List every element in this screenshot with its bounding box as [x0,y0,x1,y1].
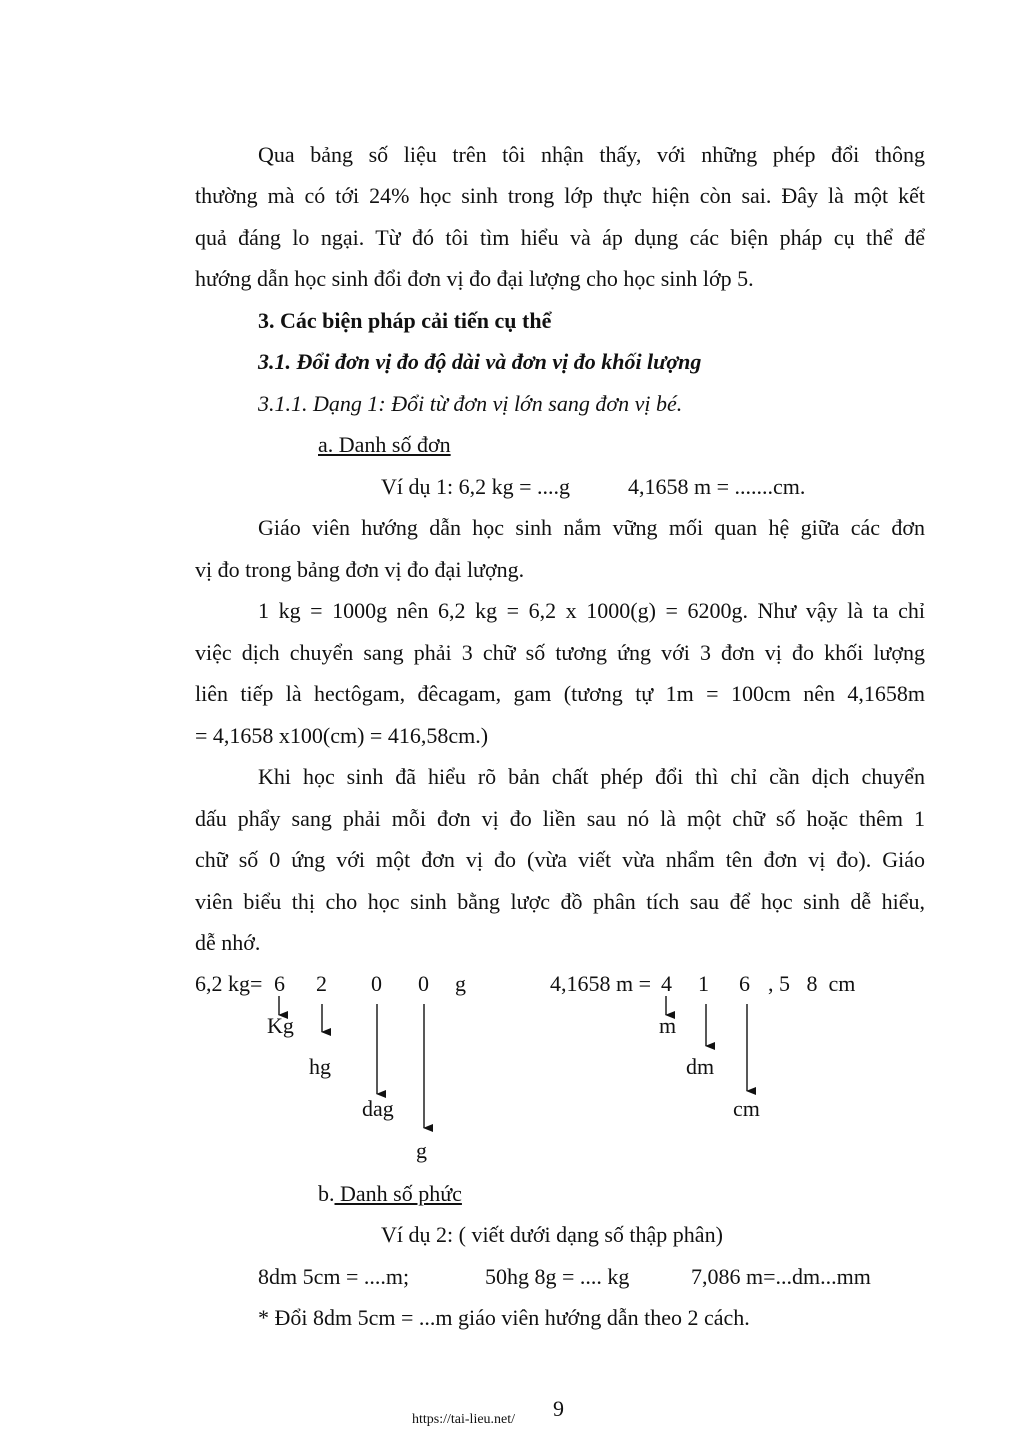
paragraph-4-line-1: Khi học sinh đã hiểu rõ bản chất phép đổi thì chỉ cần dịch chuyển [258,764,925,789]
diagram-right-label: dm [686,1054,715,1079]
heading-3-1: 3.1. Đổi đơn vị đo độ dài và đơn vị đo khối lượng [258,349,702,374]
diagram-left-digit: 6 [274,971,285,996]
paragraph-1-line-2: thường mà có tới 24% học sinh trong lớp thực hiện còn sai. Đây là một kết [195,183,925,208]
subheading-a: a. Danh số đơn [318,432,451,457]
example-2: Ví dụ 2: ( viết dưới dạng số thập phân) [381,1222,723,1247]
subheading-b [318,1180,462,1208]
diagram-right-tail: , 5 8 cm [768,971,856,996]
diagram-right-prefix: 4,1658 m = [550,971,652,996]
paragraph-2-line-1: Giáo viên hướng dẫn học sinh nắm vững mối quan hệ giữa các đơn [258,515,925,540]
diagram-right-label: cm [733,1096,760,1121]
diagram-right-digit: 6 [739,971,750,996]
diagram-left-label: Kg [267,1013,294,1038]
paragraph-1-line-1: Qua bảng số liệu trên tôi nhận thấy, với những phép đổi thông [258,142,925,167]
paragraph-4-line-3: chữ số 0 ứng với một đơn vị đo (vừa viết vừa nhẩm tên đơn vị đo). Giáo [195,847,925,872]
paragraph-3-line-4: = 4,1658 x100(cm) = 416,58cm.) [195,723,489,748]
diagram-right-digit: 4 [661,971,672,996]
example-1-part-b: 4,1658 m = .......cm. [628,474,806,499]
note: * Đổi 8dm 5cm = ...m giáo viên hướng dẫn theo 2 cách. [258,1305,750,1330]
paragraph-4-line-2: dấu phẩy sang phải mỗi đơn vị đo liền sau nó là một chữ số hoặc thêm 1 [195,806,925,831]
paragraph-1-line-3: quả đáng lo ngại. Từ đó tôi tìm hiểu và áp dụng các biện pháp cụ thể để [195,225,925,250]
diagram-right-digit: 1 [698,971,709,996]
paragraph-1-line-4: hướng dẫn học sinh đổi đơn vị đo đại lượng cho học sinh lớp 5. [195,266,754,291]
heading-3: 3. Các biện pháp cải tiến cụ thể [258,308,552,333]
footer-url[interactable]: https://tai-lieu.net/ [412,1412,516,1427]
subheading-b-prefix: b. [318,1181,335,1206]
diagram-left-prefix: 6,2 kg= [195,971,263,996]
diagram-left-label: dag [362,1096,394,1121]
diagram-left-digit: 2 [316,971,327,996]
example-2-item: 50hg 8g = .... kg [485,1264,630,1289]
diagram-left-unit: g [455,971,466,996]
example-1-part-a: Ví dụ 1: 6,2 kg = ....g [381,474,571,499]
page-number: 9 [553,1396,564,1421]
diagram-left-digit: 0 [418,971,429,996]
subheading-b-title: Danh số phức [334,1181,462,1206]
diagram-left-digit: 0 [371,971,382,996]
example-2-item: 7,086 m=...dm...mm [691,1264,871,1289]
diagram-left-label: g [416,1138,427,1163]
diagram-left-label: hg [309,1054,331,1079]
paragraph-2-line-2: vị đo trong bảng đơn vị đo đại lượng. [195,557,525,582]
paragraph-3-line-3: liên tiếp là hectôgam, đêcagam, gam (tương tự 1m = 100cm nên 4,1658m [195,681,925,706]
paragraph-4-line-4: viên biểu thị cho học sinh bằng lược đồ phân tích sau để học sinh dễ hiểu, [195,889,925,914]
example-2-item: 8dm 5cm = ....m; [258,1264,410,1289]
paragraph-3-line-2: việc dịch chuyển sang phải 3 chữ số tương ứng với 3 đơn vị đo khối lượng [195,640,925,665]
paragraph-3-line-1: 1 kg = 1000g nên 6,2 kg = 6,2 x 1000(g) = 6200g. Như vậy là ta chỉ [258,598,925,623]
heading-3-1-1: 3.1.1. Dạng 1: Đổi từ đơn vị lớn sang đơn vị bé. [258,391,683,416]
diagram-right-label: m [659,1013,677,1038]
paragraph-4-line-5: dễ nhớ. [195,930,261,955]
